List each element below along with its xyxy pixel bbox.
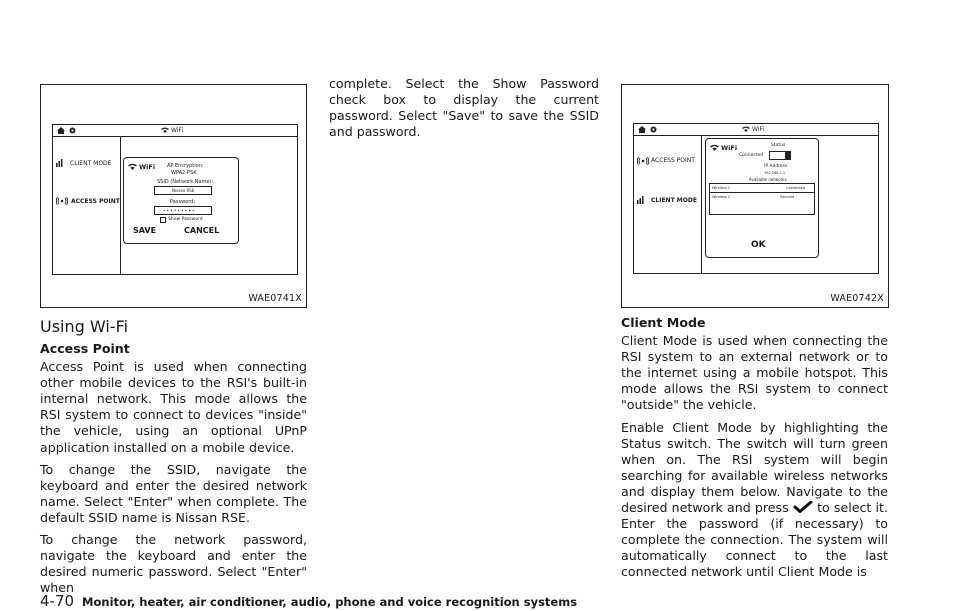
list-item[interactable] xyxy=(710,193,814,201)
password-label: Password: xyxy=(170,199,196,205)
paragraph-text: to select it. Enter the password (if necessary) to complete the connection. The system will automatically connect to the last connected network until Client Mode is xyxy=(621,500,888,580)
wifi-icon xyxy=(742,126,750,132)
settings-icon[interactable] xyxy=(69,127,76,134)
save-button[interactable]: SAVE xyxy=(133,226,157,235)
checkmark-icon xyxy=(793,501,813,513)
connected-label: Connected xyxy=(739,153,764,158)
popup-wifi-icon xyxy=(128,163,137,170)
wifi-icon xyxy=(161,127,169,133)
paragraph xyxy=(621,420,888,581)
paragraph-text: Enable Client Mode by highlighting the Status switch. The switch will turn green when on. The RSI system will begin searching for available wireless networks and display them below. Navigate to the desired network and press xyxy=(621,419,888,516)
ssid-label: SSID (Network Name): xyxy=(157,179,214,185)
screen-title: WiFi xyxy=(752,126,765,133)
paragraph: Access Point is used when connecting other mobile devices to the RSI's built-in internal network. This mode allows the RSI system to connect to devices "inside" the vehicle, using an optional UPnP application installed on a mobile device. xyxy=(40,359,307,455)
screen-display xyxy=(633,123,879,274)
popup-title: WiFi xyxy=(139,163,156,171)
access-point-icon xyxy=(637,157,649,165)
menu-item-access-point[interactable]: ACCESS POINT xyxy=(651,157,695,164)
show-password-checkbox[interactable] xyxy=(160,217,166,223)
page-number: 4-70 xyxy=(40,592,75,610)
show-password-label: Show Password xyxy=(168,217,203,222)
ip-address-label: IP Address xyxy=(764,164,788,169)
client-mode-icon xyxy=(56,158,66,167)
page-footer xyxy=(40,592,577,610)
access-point-icon xyxy=(56,197,68,205)
middle-text-column xyxy=(329,76,599,146)
home-icon[interactable] xyxy=(638,126,646,133)
network-name: Wireless 2 xyxy=(712,195,730,199)
paragraph: To change the network password, navigate the keyboard and enter the desired numeric password. Select "Enter" when xyxy=(40,532,307,596)
paragraph: complete. Select the Show Password check box to display the current password. Select "Save" to save the SSID and password. xyxy=(329,76,599,140)
status-label: Status xyxy=(771,143,786,148)
ip-address-value: 192.168.1.1 xyxy=(764,171,786,175)
menu-item-client-mode[interactable]: CLIENT MODE xyxy=(70,160,112,167)
ssid-input[interactable]: Nissan RSE xyxy=(154,186,212,195)
ap-encryption-value: WPA2-PSK xyxy=(171,170,197,176)
network-name: Wireless 1 xyxy=(712,186,730,190)
ok-button[interactable]: OK xyxy=(751,240,766,250)
ap-encryption-label: AP Encryption: xyxy=(167,163,204,169)
cancel-button[interactable]: CANCEL xyxy=(184,226,220,235)
left-text-column xyxy=(40,317,307,602)
settings-icon[interactable] xyxy=(650,126,657,133)
screen-title: WiFi xyxy=(171,127,184,134)
password-input[interactable]: • • • • • • • • • xyxy=(154,206,212,215)
wifi-client-popup xyxy=(705,138,819,258)
home-icon[interactable] xyxy=(57,127,65,134)
network-status: Connected xyxy=(786,186,805,190)
wifi-settings-popup xyxy=(123,157,239,244)
figure-caption: WAE0742X xyxy=(830,293,884,304)
networks-list xyxy=(709,183,815,215)
popup-title: WiFi xyxy=(721,144,738,152)
figure-wifi-client-mode xyxy=(621,84,889,308)
status-toggle-switch[interactable] xyxy=(769,151,791,160)
chapter-title: Monitor, heater, air conditioner, audio, phone and voice recognition systems xyxy=(82,595,578,609)
network-status: Secured xyxy=(780,195,795,199)
popup-wifi-icon xyxy=(710,144,719,151)
menu-item-client-mode[interactable]: CLIENT MODE xyxy=(651,197,697,204)
client-mode-icon xyxy=(637,195,647,204)
figure-wifi-access-point xyxy=(40,84,307,308)
menu-item-access-point[interactable]: ACCESS POINT xyxy=(71,198,120,205)
right-text-column xyxy=(621,315,888,587)
subheading-client-mode: Client Mode xyxy=(621,315,706,330)
paragraph: To change the SSID, navigate the keyboard and enter the desired network name. Select "Enter" when complete. The default SSID name is Nissan RSE. xyxy=(40,461,307,525)
screen-display xyxy=(52,124,298,275)
subheading-access-point: Access Point xyxy=(40,341,130,356)
figure-caption: WAE0741X xyxy=(248,293,302,304)
paragraph: Client Mode is used when connecting the RSI system to an external network or to the internet using a mobile hotspot. This mode allows the RSI system to connect "outside" the vehicle. xyxy=(621,333,888,413)
list-item[interactable] xyxy=(710,184,814,193)
available-networks-label: Available networks xyxy=(749,177,787,182)
section-heading: Using Wi-Fi xyxy=(40,317,129,336)
